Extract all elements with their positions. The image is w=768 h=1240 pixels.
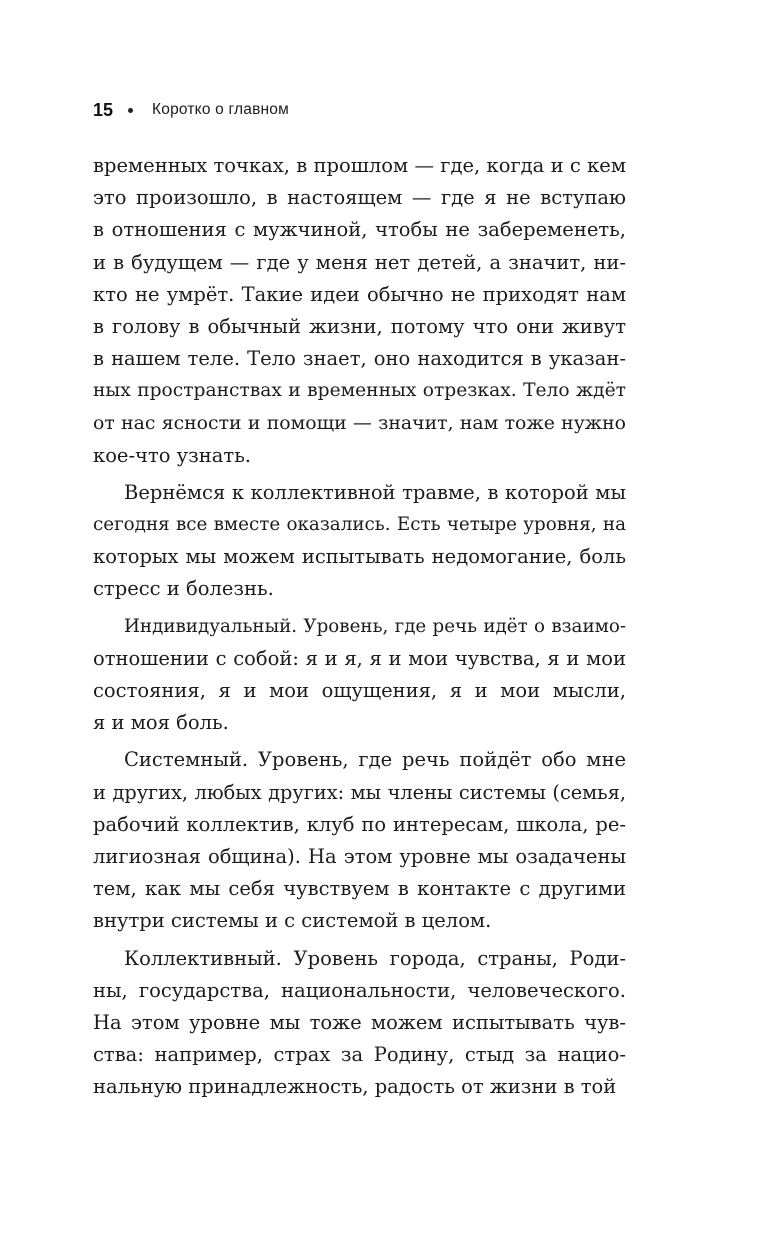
text-line: временных точках, в прошлом — где, когда и с кем: [93, 154, 626, 177]
text-line: На этом уровне мы тоже можем испытывать чув-: [93, 1010, 626, 1034]
text-line: в отношения с мужчиной, чтобы не забеременеть,: [93, 218, 626, 242]
text-line: в нашем теле. Тело знает, оно находится в указан-: [93, 347, 626, 371]
text-line: ства: например, страх за Родину, стыд за нацио-: [93, 1043, 626, 1067]
text-line: Системный. Уровень, где речь пойдёт обо мне: [124, 748, 626, 772]
text-line: в голову в обычный жизни, потому что они живут: [93, 314, 626, 338]
text-line: тем, как мы себя чувствуем в контакте с другими: [93, 877, 626, 901]
page-number: 15: [93, 99, 114, 120]
paragraph: [93, 150, 626, 472]
text-line: кое-что узнать.: [93, 443, 252, 467]
text-line: от нас ясности и помощи — значит, нам тоже нужно: [93, 412, 626, 434]
text-line: стресс и болезнь.: [93, 577, 274, 601]
text-line: и в будущем — где у меня нет детей, а значит, ни-: [93, 250, 626, 274]
running-title: Коротко о главном: [152, 101, 289, 118]
text-line: состояния, я и мои ощущения, я и мои мысли,: [93, 679, 626, 702]
paragraph: [93, 477, 626, 606]
text-line: сегодня все вместе оказались. Есть четыре уровня, на: [93, 514, 626, 536]
text-line: Индивидуальный. Уровень, где речь идёт о взаимо-: [124, 615, 626, 637]
text-line: я и моя боль.: [93, 711, 229, 735]
text-line: это произошло, в настоящем — где я не вступаю: [93, 186, 626, 210]
paragraph: [93, 943, 626, 1104]
text-line: которых мы можем испытывать недомогание, боль: [93, 545, 626, 569]
text-line: Вернёмся к коллективной травме, в которой мы: [124, 480, 626, 504]
text-line: Коллективный. Уровень города, страны, Роди-: [124, 946, 626, 970]
text-line: внутри системы и с системой в целом.: [93, 909, 492, 933]
paragraph: [93, 611, 626, 740]
paragraph: [93, 744, 626, 937]
text-body: [93, 150, 626, 1108]
text-line: ных пространствах и временных отрезках. Тело ждёт: [93, 380, 626, 402]
text-line: и других, любых других: мы члены системы (семья,: [93, 780, 626, 804]
text-line: лигиозная община). На этом уровне мы озадачены: [93, 844, 626, 868]
text-line: отношении с собой: я и я, я и мои чувства, я и мои: [93, 646, 626, 670]
text-line: нальную принадлежность, радость от жизни в той: [93, 1075, 617, 1099]
running-header: [93, 96, 289, 124]
bullet-separator-icon: [128, 108, 133, 113]
text-line: кто не умрёт. Такие идеи обычно не приходят нам: [93, 282, 626, 306]
text-line: ны, государства, национальности, человеческого.: [93, 978, 626, 1002]
text-line: рабочий коллектив, клуб по интересам, школа, ре-: [93, 812, 626, 836]
